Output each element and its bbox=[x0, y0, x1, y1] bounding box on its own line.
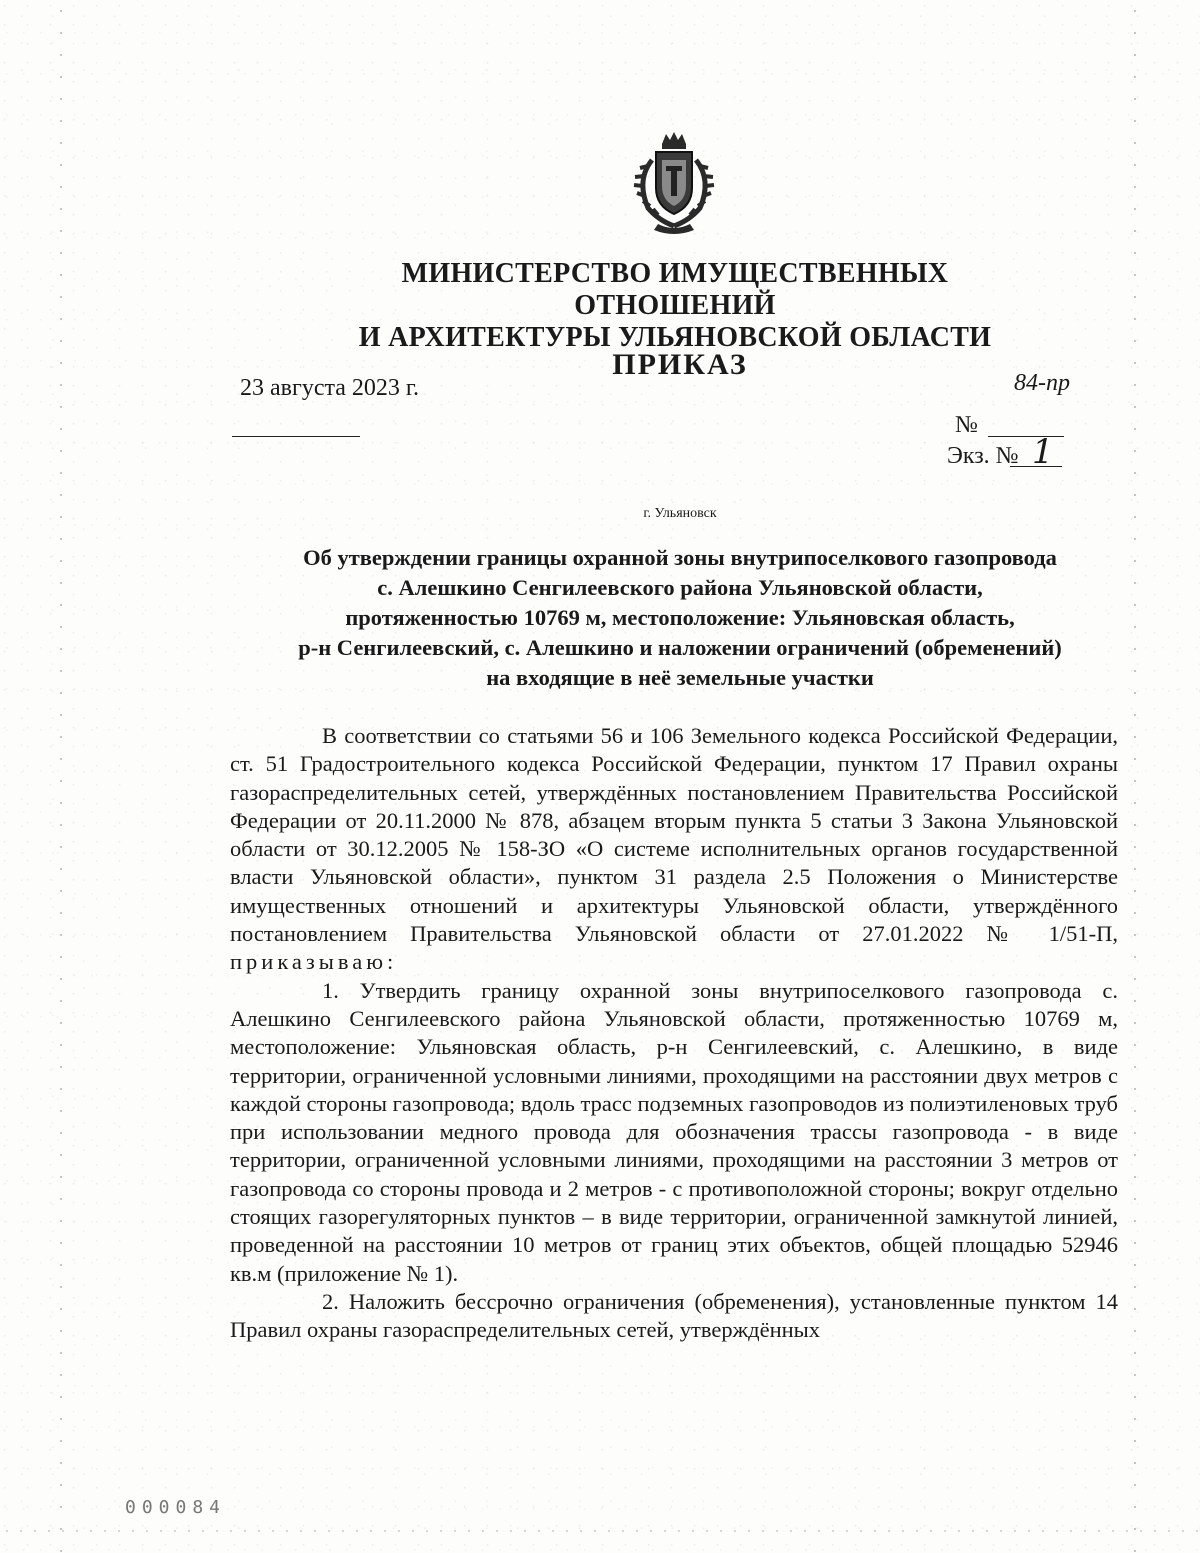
number-label: № bbox=[955, 412, 978, 438]
subject-line: на входящие в неё земельные участки bbox=[486, 665, 874, 690]
date-underline bbox=[232, 436, 360, 437]
order-body bbox=[230, 722, 1118, 1345]
ministry-name-line1: МИНИСТЕРСТВО ИМУЩЕСТВЕННЫХ ОТНОШЕНИЙ bbox=[401, 258, 949, 321]
order-subject bbox=[180, 543, 1180, 693]
copy-label: Экз. № bbox=[947, 443, 1019, 469]
subject-line: с. Алешкино Сенгилеевского района Ульяновской области, bbox=[377, 575, 983, 600]
ministry-name bbox=[300, 258, 1050, 354]
coat-of-arms-emblem bbox=[618, 130, 730, 236]
ministry-name-line2: И АРХИТЕКТУРЫ УЛЬЯНОВСКОЙ ОБЛАСТИ bbox=[358, 322, 992, 353]
subject-line: р-н Сенгилеевский, с. Алешкино и наложении ограничений (обременений) bbox=[298, 635, 1062, 660]
copy-underline bbox=[1010, 466, 1062, 467]
city-label: г. Ульяновск bbox=[643, 506, 717, 521]
item-1-paragraph: 1. Утвердить границу охранной зоны внутрипоселкового газопровода с. Алешкино Сенгилеевского района Ульяновской области, протяженностью 10769 м, местоположение: Ульяновская область, р-н Сенгилеевский, с. Алешкино, в виде территории, ограниченной условными линиями, проходящими на расстоянии двух метров с каждой стороны газопровода; вдоль трасс подземных газопроводов из полиэтиленовых труб при использовании медного провода для обозначения трассы газопровода - в виде территории, ограниченной условными линиями, проходящими на расстоянии 3 метров от газопровода со стороны провода и 2 метров - с противоположной стороны; вокруг отдельно стоящих газорегуляторных пунктов – в виде территории, ограниченной замкнутой линией, проведенной на расстоянии 10 метров от границ этих объектов, общей площадью 52946 кв.м (приложение № 1). bbox=[230, 977, 1118, 1286]
page-stamp-number: 000084 bbox=[125, 1497, 227, 1518]
order-date: 23 августа 2023 г. bbox=[240, 375, 420, 401]
scan-edge-left bbox=[58, 0, 64, 1553]
order-word: приказываю: bbox=[230, 949, 398, 975]
preamble-paragraph bbox=[230, 722, 1118, 977]
item-2-paragraph: 2. Наложить бессрочно ограничения (обременения), установленные пунктом 14 Правил охраны газораспределительных сетей, утверждённых bbox=[230, 1288, 1118, 1343]
document-title: ПРИКАЗ bbox=[612, 348, 748, 381]
scan-edge-right bbox=[1132, 0, 1138, 1553]
subject-line: протяженностью 10769 м, местоположение: Ульяновская область, bbox=[345, 605, 1015, 630]
preamble-text: В соответствии со статьями 56 и 106 Земельного кодекса Российской Федерации, ст. 51 Градостроительного кодекса Российской Федерации, пунктом 17 Правил охраны газораспределительных сетей, утверждённых постановлением Правительства Российской Федерации от 20.11.2000 № 878, абзацем вторым пункта 5 статьи 3 Закона Ульяновской области от 30.12.2005 № 158-ЗО «О системе исполнительных органов государственной власти Ульяновской области», пунктом 31 раздела 2.5 Положения о Министерстве имущественных отношений и архитектуры Ульяновской области, утверждённого постановлением Правительства Ульяновской области от 27.01.2022 № 1/51-П, bbox=[230, 723, 1118, 947]
order-number: 84-пр bbox=[1014, 370, 1070, 396]
subject-line: Об утверждении границы охранной зоны внутрипоселкового газопровода bbox=[303, 545, 1057, 570]
copy-number: 1 bbox=[1032, 432, 1054, 472]
scan-edge-bottom bbox=[0, 1528, 1200, 1534]
